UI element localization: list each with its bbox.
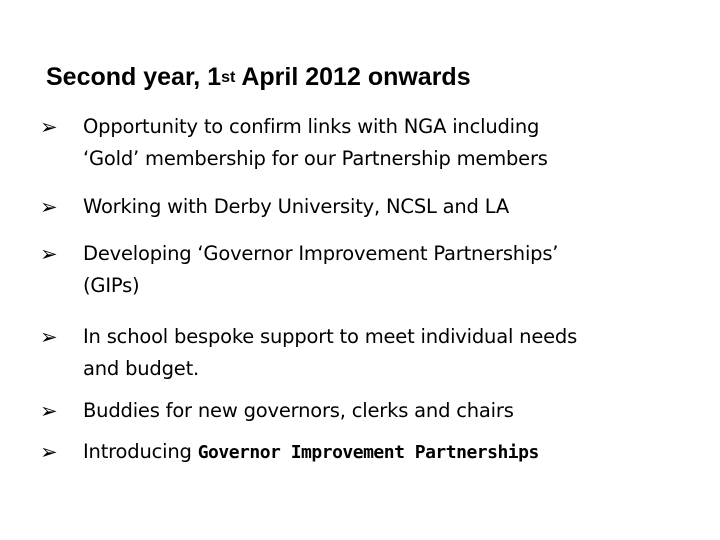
bullet-text xyxy=(83,191,700,223)
bullet-line: In school bespoke support to meet individual needs xyxy=(83,325,578,348)
bullet-line: and budget. xyxy=(83,357,200,380)
bullet-text xyxy=(83,111,700,175)
bullet-item-introducing xyxy=(40,436,700,469)
arrow-bullet-icon: ➢ xyxy=(40,440,58,464)
arrow-bullet-icon: ➢ xyxy=(40,115,58,139)
bullet-text xyxy=(83,238,700,302)
bullet-item-gips xyxy=(40,238,700,302)
gip-emphasis-text: Governor Improvement Partnerships xyxy=(197,442,539,463)
bullet-line: Working with Derby University, NCSL and LA xyxy=(83,195,509,218)
bullet-line: Buddies for new governors, clerks and chairs xyxy=(83,399,514,422)
bullet-line: (GIPs) xyxy=(83,274,140,297)
arrow-bullet-icon: ➢ xyxy=(40,242,58,266)
bullet-line: Developing ‘Governor Improvement Partnerships’ xyxy=(83,242,559,265)
arrow-bullet-icon: ➢ xyxy=(40,399,58,423)
bullet-line: Opportunity to confirm links with NGA including xyxy=(83,115,540,138)
title-ordinal-suffix: st xyxy=(221,69,236,86)
bullet-item-buddies xyxy=(40,395,700,427)
introducing-label: Introducing xyxy=(83,440,198,463)
arrow-bullet-icon: ➢ xyxy=(40,195,58,219)
bullet-line xyxy=(83,436,700,469)
slide-title xyxy=(46,57,471,101)
bullet-item-derby xyxy=(40,191,700,223)
title-text-start: Second year, 1 xyxy=(46,63,222,91)
bullet-text xyxy=(83,321,700,385)
bullet-text xyxy=(83,436,700,469)
title-text-end: April 2012 onwards xyxy=(235,63,471,91)
bullet-line: ‘Gold’ membership for our Partnership members xyxy=(83,147,548,170)
bullet-item-nga xyxy=(40,111,700,175)
bullet-text xyxy=(83,395,700,427)
bullet-item-bespoke-support xyxy=(40,321,700,385)
arrow-bullet-icon: ➢ xyxy=(40,325,58,349)
